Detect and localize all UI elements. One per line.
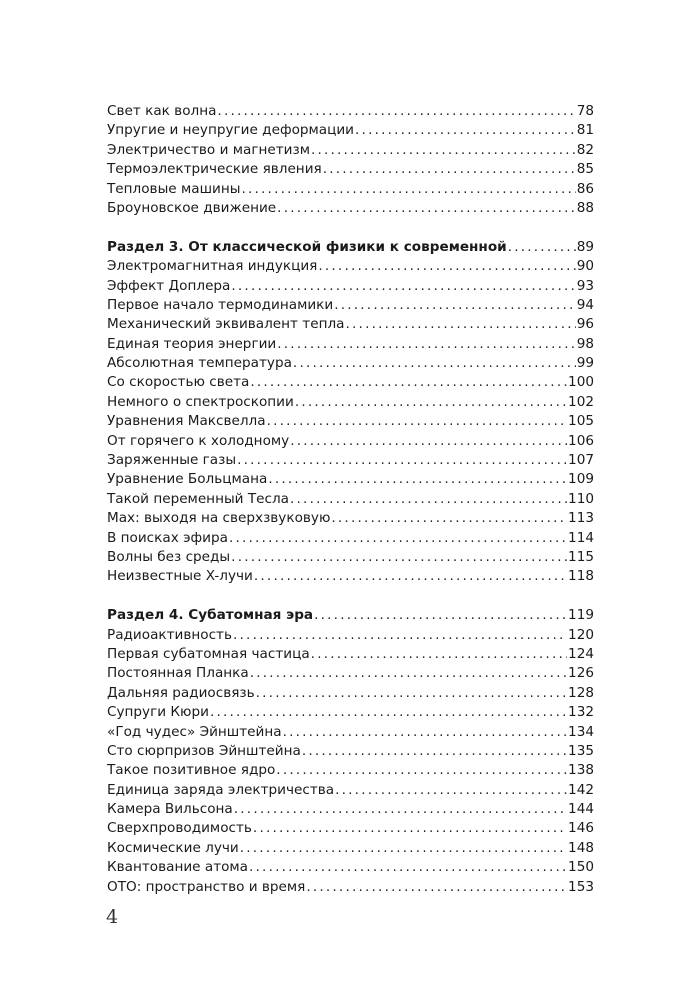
section-title: Раздел 3. От классической физики к современной bbox=[107, 238, 507, 255]
entry-page-number: 94 bbox=[576, 296, 594, 313]
dot-leader bbox=[253, 819, 567, 838]
entry-title: Уравнения Максвелла bbox=[107, 413, 266, 430]
entry-title: Заряженные газы bbox=[107, 452, 237, 469]
toc-entry bbox=[107, 509, 594, 528]
dot-leader bbox=[508, 238, 576, 257]
toc-entry bbox=[107, 548, 594, 567]
dot-leader bbox=[250, 664, 567, 683]
page-number: 4 bbox=[106, 906, 119, 928]
toc-entry bbox=[107, 180, 594, 199]
entry-page-number: 113 bbox=[568, 510, 594, 527]
entry-page-number: 110 bbox=[568, 490, 594, 507]
entry-page-number: 105 bbox=[568, 413, 594, 430]
toc-entry bbox=[107, 373, 594, 392]
entry-page-number: 78 bbox=[576, 103, 594, 119]
entry-title: Дальняя радиосвязь bbox=[107, 684, 255, 701]
dot-leader bbox=[277, 199, 576, 218]
dot-leader bbox=[250, 373, 567, 392]
entry-title: Камера Вильсона bbox=[107, 801, 233, 818]
dot-leader bbox=[318, 257, 575, 276]
entry-page-number: 115 bbox=[568, 548, 594, 565]
entry-title: Тепловые машины bbox=[107, 180, 241, 197]
entry-title: «Год чудес» Эйнштейна bbox=[107, 723, 282, 740]
toc-entry bbox=[107, 567, 594, 586]
dot-leader bbox=[290, 432, 567, 451]
dot-leader bbox=[240, 839, 567, 858]
entry-page-number: 128 bbox=[568, 684, 594, 701]
section-page-number: 89 bbox=[576, 238, 594, 255]
dot-leader bbox=[311, 141, 576, 160]
entry-title: Постоянная Планка bbox=[107, 665, 249, 682]
entry-title: Немного о спектроскопии bbox=[107, 393, 294, 410]
entry-title: Абсолютная температура bbox=[107, 355, 292, 372]
entry-title: Такое позитивное ядро bbox=[107, 762, 276, 779]
section-title: Раздел 4. Субатомная эра bbox=[107, 607, 314, 624]
entry-page-number: 88 bbox=[576, 199, 594, 216]
toc-entry bbox=[107, 664, 594, 683]
dot-leader bbox=[210, 703, 567, 722]
entry-title: Волны без среды bbox=[107, 548, 231, 565]
entry-page-number: 86 bbox=[576, 180, 594, 197]
entry-page-number: 82 bbox=[576, 141, 594, 158]
entry-page-number: 118 bbox=[568, 568, 594, 585]
entry-title: Радиоактивность bbox=[107, 626, 232, 643]
toc-entry bbox=[107, 354, 594, 373]
toc-entry bbox=[107, 102, 594, 121]
toc-entry bbox=[107, 858, 594, 877]
toc-entry bbox=[107, 703, 594, 722]
toc-entry bbox=[107, 529, 594, 548]
toc-entry bbox=[107, 315, 594, 334]
dot-leader bbox=[249, 858, 567, 877]
dot-leader bbox=[335, 781, 567, 800]
toc-entry bbox=[107, 470, 594, 489]
entry-page-number: 134 bbox=[568, 723, 594, 740]
entry-page-number: 153 bbox=[568, 878, 594, 895]
dot-leader bbox=[323, 160, 576, 179]
entry-title: Такой переменный Тесла bbox=[107, 490, 290, 507]
entry-title: Первое начало термодинамики bbox=[107, 296, 334, 313]
entry-title: В поисках эфира bbox=[107, 529, 228, 546]
dot-leader bbox=[229, 529, 567, 548]
toc-group-4 bbox=[107, 626, 594, 897]
toc-entry bbox=[107, 432, 594, 451]
toc-entry bbox=[107, 393, 594, 412]
dot-leader bbox=[306, 878, 567, 897]
entry-title: Механический эквивалент тепла bbox=[107, 316, 345, 333]
entry-page-number: 85 bbox=[576, 161, 594, 178]
toc-entry bbox=[107, 121, 594, 140]
entry-page-number: 99 bbox=[576, 355, 594, 372]
toc-entry bbox=[107, 800, 594, 819]
toc-entry bbox=[107, 257, 594, 276]
entry-title: Со скоростью света bbox=[107, 374, 250, 391]
dot-leader bbox=[331, 509, 567, 528]
dot-leader bbox=[268, 470, 567, 489]
dot-leader bbox=[233, 626, 567, 645]
section-page-number: 119 bbox=[568, 607, 594, 624]
dot-leader bbox=[302, 742, 567, 761]
toc-entry bbox=[107, 742, 594, 761]
entry-page-number: 109 bbox=[568, 471, 594, 488]
entry-title: Супруги Кюри bbox=[107, 704, 209, 721]
toc-entry bbox=[107, 296, 594, 315]
entry-page-number: 81 bbox=[576, 122, 594, 139]
dot-leader bbox=[283, 723, 567, 742]
dot-leader bbox=[241, 180, 575, 199]
entry-page-number: 144 bbox=[568, 801, 594, 818]
toc-entry bbox=[107, 819, 594, 838]
toc-entry bbox=[107, 277, 594, 296]
dot-leader bbox=[276, 761, 567, 780]
entry-title: Сверхпроводимость bbox=[107, 820, 252, 837]
entry-title: Упругие и неупругие деформации bbox=[107, 122, 355, 139]
entry-title: Эффект Доплера bbox=[107, 277, 231, 294]
dot-leader bbox=[314, 606, 567, 625]
dot-leader bbox=[237, 451, 567, 470]
dot-leader bbox=[231, 548, 567, 567]
entry-page-number: 114 bbox=[568, 529, 594, 546]
dot-leader bbox=[217, 102, 575, 121]
dot-leader bbox=[277, 335, 575, 354]
toc-entry bbox=[107, 160, 594, 179]
dot-leader bbox=[295, 393, 567, 412]
toc-entry bbox=[107, 761, 594, 780]
entry-page-number: 98 bbox=[576, 335, 594, 352]
toc-entry bbox=[107, 878, 594, 897]
entry-page-number: 135 bbox=[568, 742, 594, 759]
entry-page-number: 93 bbox=[576, 277, 594, 294]
entry-page-number: 124 bbox=[568, 645, 594, 662]
entry-title: Сто сюрпризов Эйнштейна bbox=[107, 742, 301, 759]
toc-entry bbox=[107, 723, 594, 742]
toc-group-3 bbox=[107, 257, 594, 587]
entry-title: Броуновское движение bbox=[107, 199, 277, 216]
entry-page-number: 126 bbox=[568, 665, 594, 682]
entry-title: Первая субатомная частица bbox=[107, 645, 310, 662]
toc-entry bbox=[107, 412, 594, 431]
toc-entry bbox=[107, 335, 594, 354]
dot-leader bbox=[256, 684, 567, 703]
entry-title: От горячего к холодному bbox=[107, 432, 290, 449]
entry-title: Уравнение Больцмана bbox=[107, 471, 268, 488]
entry-title: Единица заряда электричества bbox=[107, 781, 335, 798]
entry-title: Космические лучи bbox=[107, 839, 239, 856]
entry-page-number: 106 bbox=[568, 432, 594, 449]
spacer bbox=[107, 587, 594, 606]
entry-page-number: 150 bbox=[568, 859, 594, 876]
toc-group-1 bbox=[107, 102, 594, 218]
toc-entry bbox=[107, 839, 594, 858]
entry-title: Свет как волна bbox=[107, 103, 217, 119]
entry-title: Единая теория энергии bbox=[107, 335, 277, 352]
toc-entry bbox=[107, 490, 594, 509]
entry-title: Мах: выходя на сверхзвуковую bbox=[107, 510, 331, 527]
entry-page-number: 138 bbox=[568, 762, 594, 779]
entry-page-number: 102 bbox=[568, 393, 594, 410]
entry-title: Электромагнитная индукция bbox=[107, 258, 318, 275]
dot-leader bbox=[334, 296, 575, 315]
dot-leader bbox=[355, 121, 576, 140]
entry-page-number: 96 bbox=[576, 316, 594, 333]
section-heading-4 bbox=[107, 606, 594, 625]
toc-entry bbox=[107, 199, 594, 218]
entry-title: Термоэлектрические явления bbox=[107, 161, 322, 178]
table-of-contents bbox=[107, 102, 594, 897]
toc-entry bbox=[107, 684, 594, 703]
dot-leader bbox=[311, 645, 567, 664]
dot-leader bbox=[267, 412, 567, 431]
entry-page-number: 132 bbox=[568, 704, 594, 721]
entry-page-number: 146 bbox=[568, 820, 594, 837]
dot-leader bbox=[346, 315, 576, 334]
entry-page-number: 100 bbox=[568, 374, 594, 391]
entry-title: Квантование атома bbox=[107, 859, 249, 876]
toc-entry bbox=[107, 141, 594, 160]
toc-entry bbox=[107, 645, 594, 664]
entry-page-number: 120 bbox=[568, 626, 594, 643]
toc-entry bbox=[107, 626, 594, 645]
entry-title: Электричество и магнетизм bbox=[107, 141, 310, 158]
section-heading-3 bbox=[107, 238, 594, 257]
entry-page-number: 107 bbox=[568, 452, 594, 469]
entry-title: Неизвестные X-лучи bbox=[107, 568, 253, 585]
toc-entry bbox=[107, 781, 594, 800]
entry-page-number: 90 bbox=[576, 258, 594, 275]
entry-title: ОТО: пространство и время bbox=[107, 878, 306, 895]
entry-page-number: 142 bbox=[568, 781, 594, 798]
dot-leader bbox=[290, 490, 567, 509]
spacer bbox=[107, 218, 594, 237]
dot-leader bbox=[254, 567, 567, 586]
dot-leader bbox=[231, 277, 575, 296]
dot-leader bbox=[293, 354, 576, 373]
toc-entry bbox=[107, 451, 594, 470]
entry-page-number: 148 bbox=[568, 839, 594, 856]
dot-leader bbox=[234, 800, 567, 819]
